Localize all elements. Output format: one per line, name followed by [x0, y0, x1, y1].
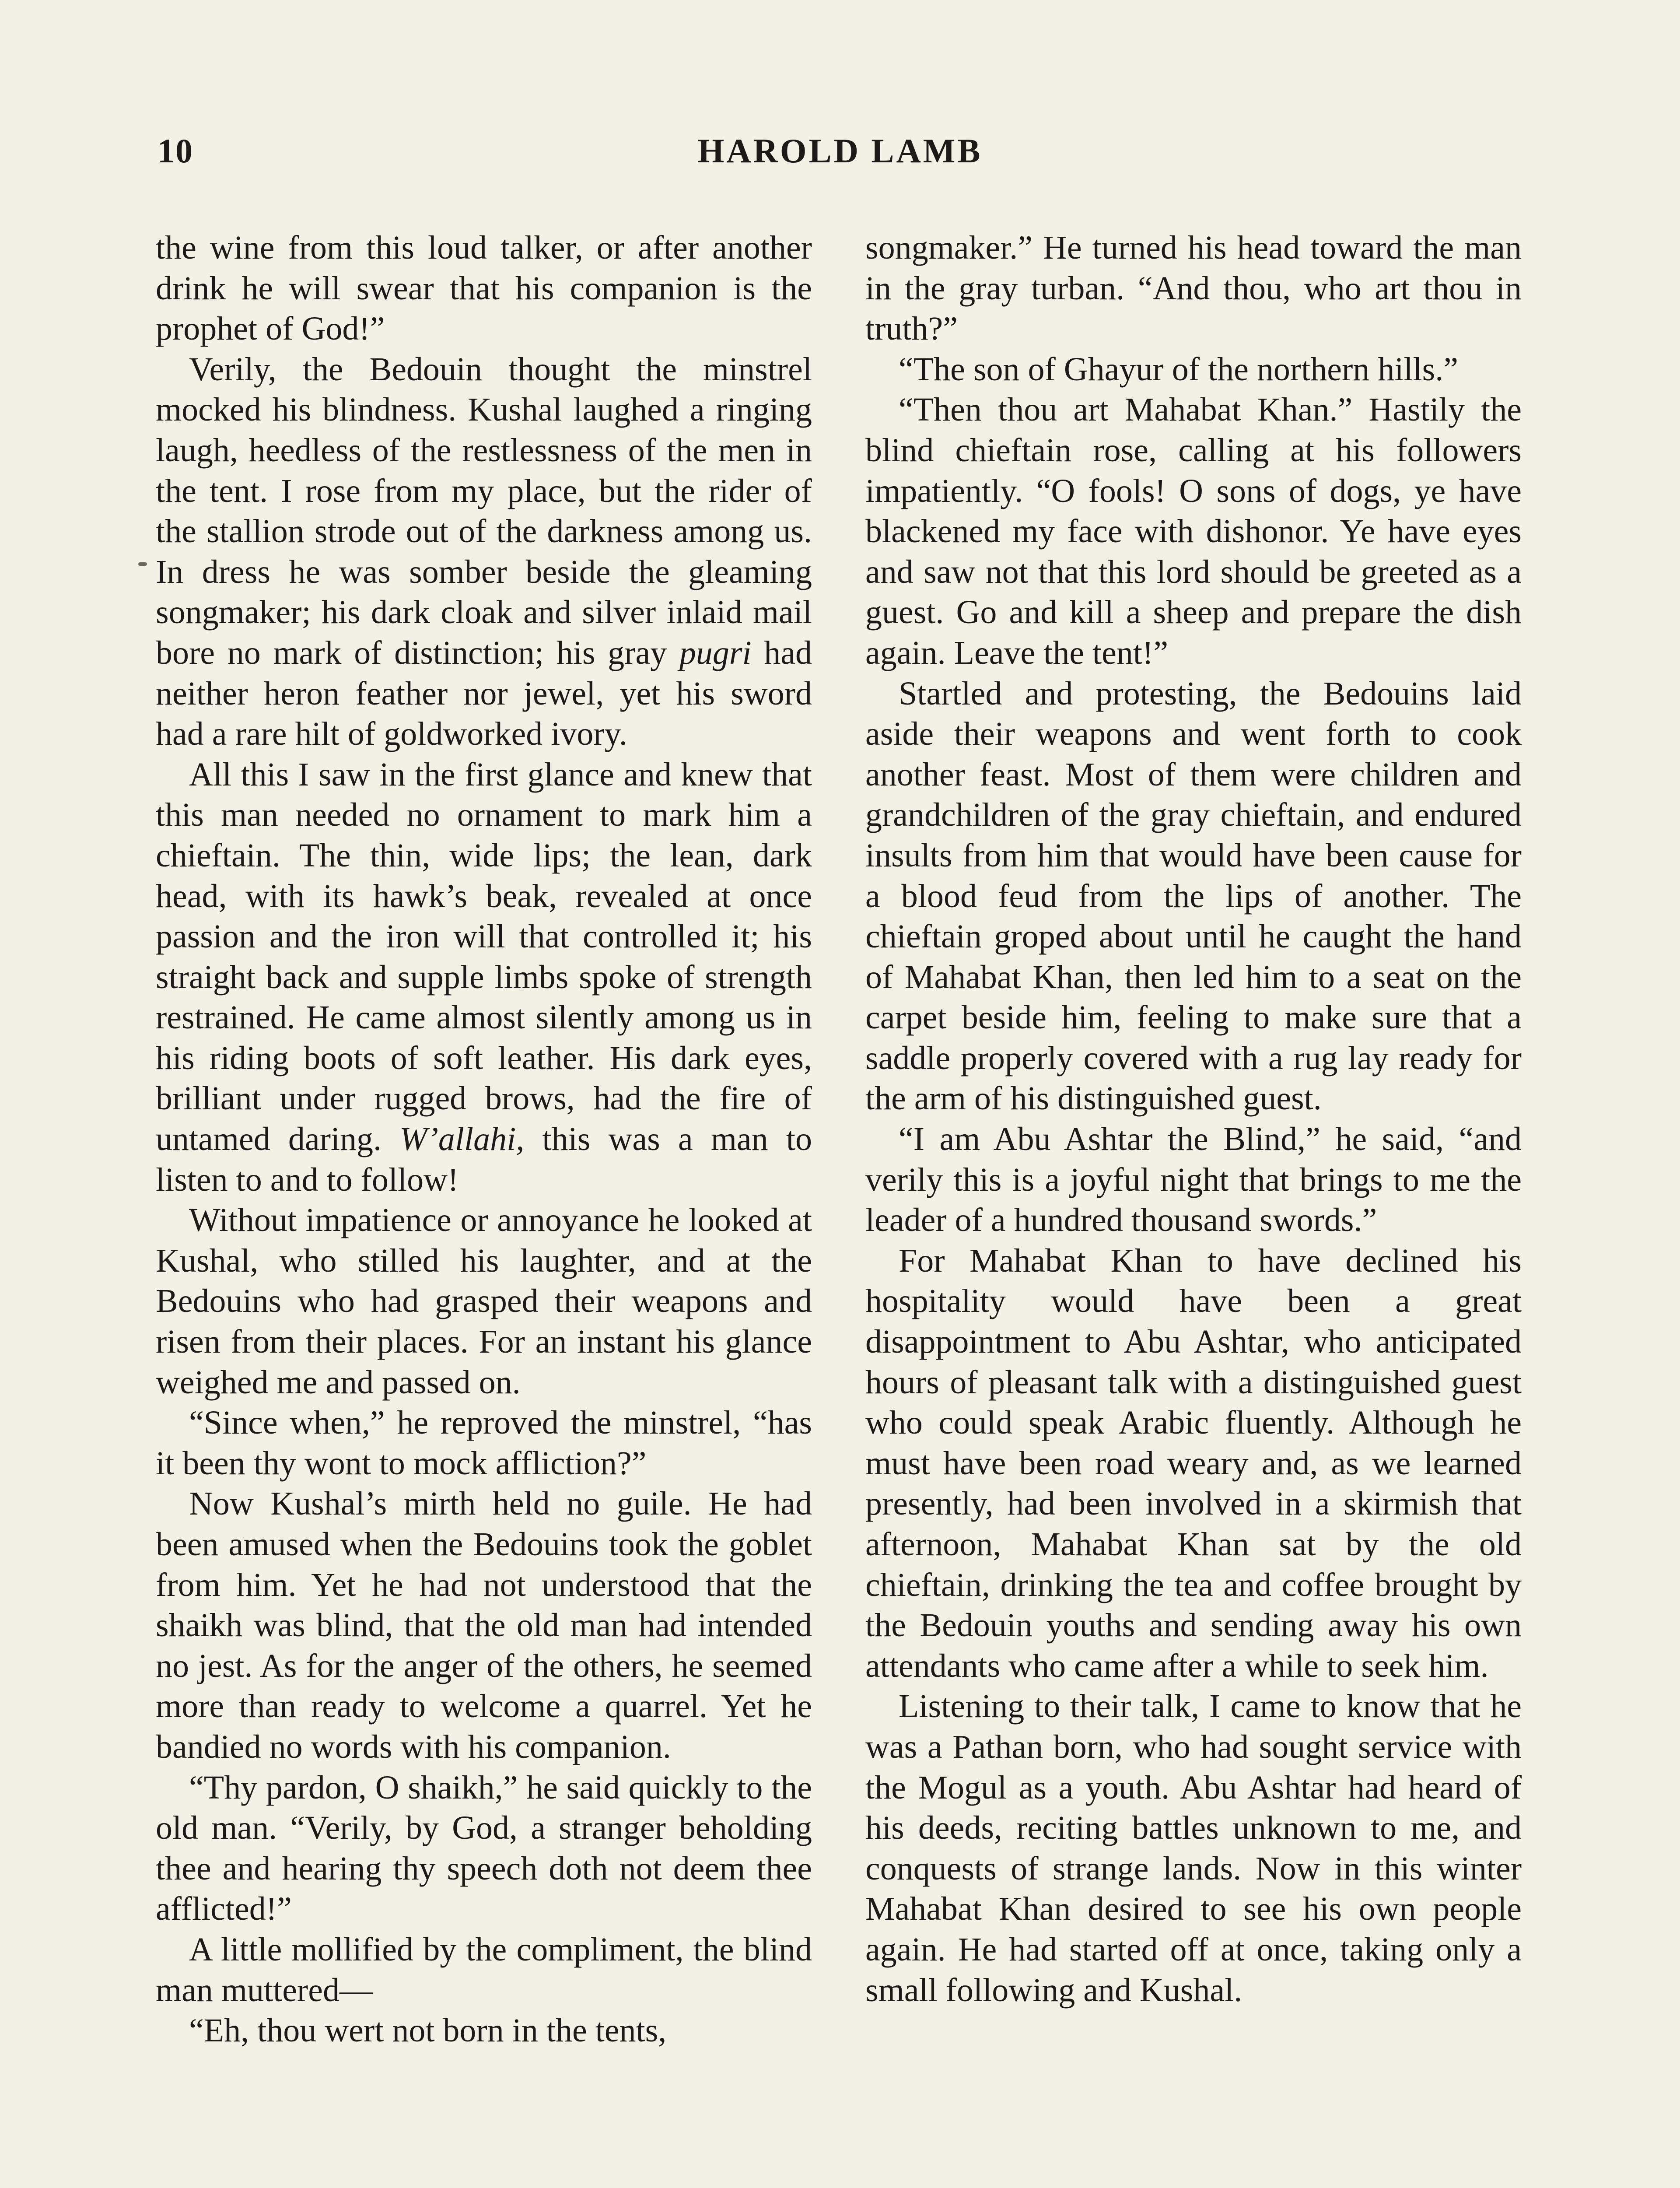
paragraph: For Mahabat Khan to have declined his hospitality would have been a great disappointment to Abu Ashtar, who anticipated hours of pleasant talk with a distinguished guest who could speak Arabic fluently. Although he must have been road weary and, as we learned presently, had been involved in a skirmish that afternoon, Mahabat Khan sat by the old chieftain, drinking the tea and coffee brought by the Bedouin youths and sending away his own attendants who came after a while to seek him.	[865, 1242, 1522, 1684]
running-head: HAROLD LAMB	[697, 132, 983, 170]
paragraph-text: Verily, the Bedouin thought the minstrel mocked his blindness. Kushal laughed a ringing laugh, heedless of the restlessness of the men in the tent. I rose from my place, but the rider of the stallion strode out of the darkness among us. In dress he was somber beside the gleaming songmaker; his dark cloak and silver inlaid mail bore no mark of distinction; his gray	[156, 351, 812, 671]
paragraph: “The son of Ghayur of the northern hills.”	[899, 351, 1458, 388]
paragraph: songmaker.” He turned his head toward the man in the gray turban. “And thou, who art thou in truth?”	[865, 229, 1522, 347]
paragraph: the wine from this loud talker, or after another drink he will swear that his companion is the prophet of God!”	[156, 229, 812, 347]
page-header	[0, 131, 1680, 179]
paragraph: “Then thou art Mahabat Khan.” Hastily the blind chieftain rose, calling at his followers impatiently. “O fools! O sons of dogs, ye have blackened my face with dishonor. Ye have eyes and saw not that this lord should be greeted as a guest. Go and kill a sheep and prepare the dish again. Leave the tent!”	[865, 391, 1522, 671]
italic-term: pugri	[679, 634, 752, 671]
left-column	[156, 228, 812, 2188]
ink-speck	[138, 562, 147, 566]
right-column	[865, 228, 1522, 2188]
paragraph: Startled and protesting, the Bedouins laid aside their weapons and went forth to cook another feast. Most of them were children and grandchildren of the gray chieftain, and endured insults from him that would have been cause for a blood feud from the lips of another. The chieftain groped about until he caught the hand of Mahabat Khan, then led him to a seat on the carpet beside him, feeling to make sure that a saddle properly covered with a rug lay ready for the arm of his distinguished guest.	[865, 675, 1522, 1117]
paragraph-text: this was a man to listen to and to follow!	[156, 1121, 812, 1198]
paragraph: “Eh, thou wert not born in the tents,	[189, 2012, 667, 2049]
paragraph: Now Kushal’s mirth held no guile. He had been amused when the Bedouins took the goblet from him. Yet he had not understood that the shaikh was blind, that the old man had intended no jest. As for the anger of the others, he seemed more than ready to welcome a quarrel. Yet he bandied no words with his companion.	[156, 1485, 812, 1765]
paragraph-text: All this I saw in the first glance and knew that this man needed no ornament to mark him a chieftain. The thin, wide lips; the lean, dark head, with its hawk’s beak, revealed at once passion and the iron will that controlled it; his straight back and supple limbs spoke of strength restrained. He came almost silently among us in his riding boots of soft leather. His dark eyes, brilliant under rugged brows, had the fire of untamed daring.	[156, 756, 812, 1158]
page-number: 10	[158, 132, 193, 170]
paragraph: Listening to their talk, I came to know that he was a Pathan born, who had sought service with the Mogul as a youth. Abu Ashtar had heard of his deeds, reciting battles unknown to me, and conquests of strange lands. Now in this winter Mahabat Khan desired to see his own people again. He had started off at once, taking only a small following and Kushal.	[865, 1688, 1522, 2009]
paragraph-text: had neither heron feather nor jewel, yet his sword had a rare hilt of goldworked ivory.	[156, 634, 812, 753]
paragraph	[156, 754, 812, 1200]
paragraph	[156, 349, 812, 754]
paragraph: A little mollified by the compliment, the blind man muttered—	[156, 1931, 812, 2009]
paragraph: “I am Abu Ashtar the Blind,” he said, “and verily this is a joyful night that brings to me the leader of a hundred thousand swords.”	[865, 1121, 1522, 1239]
paragraph: Without impatience or annoyance he looked at Kushal, who stilled his laughter, and at the Bedouins who had grasped their weapons and risen from their places. For an instant his glance weighed me and passed on.	[156, 1202, 812, 1401]
paragraph: “Thy pardon, O shaikh,” he said quickly to the old man. “Verily, by God, a stranger beholding thee and hearing thy speech doth not deem thee afflicted!”	[156, 1769, 812, 1928]
paragraph: “Since when,” he reproved the minstrel, “has it been thy wont to mock affliction?”	[156, 1404, 812, 1482]
italic-term: W’allahi,	[399, 1121, 525, 1158]
